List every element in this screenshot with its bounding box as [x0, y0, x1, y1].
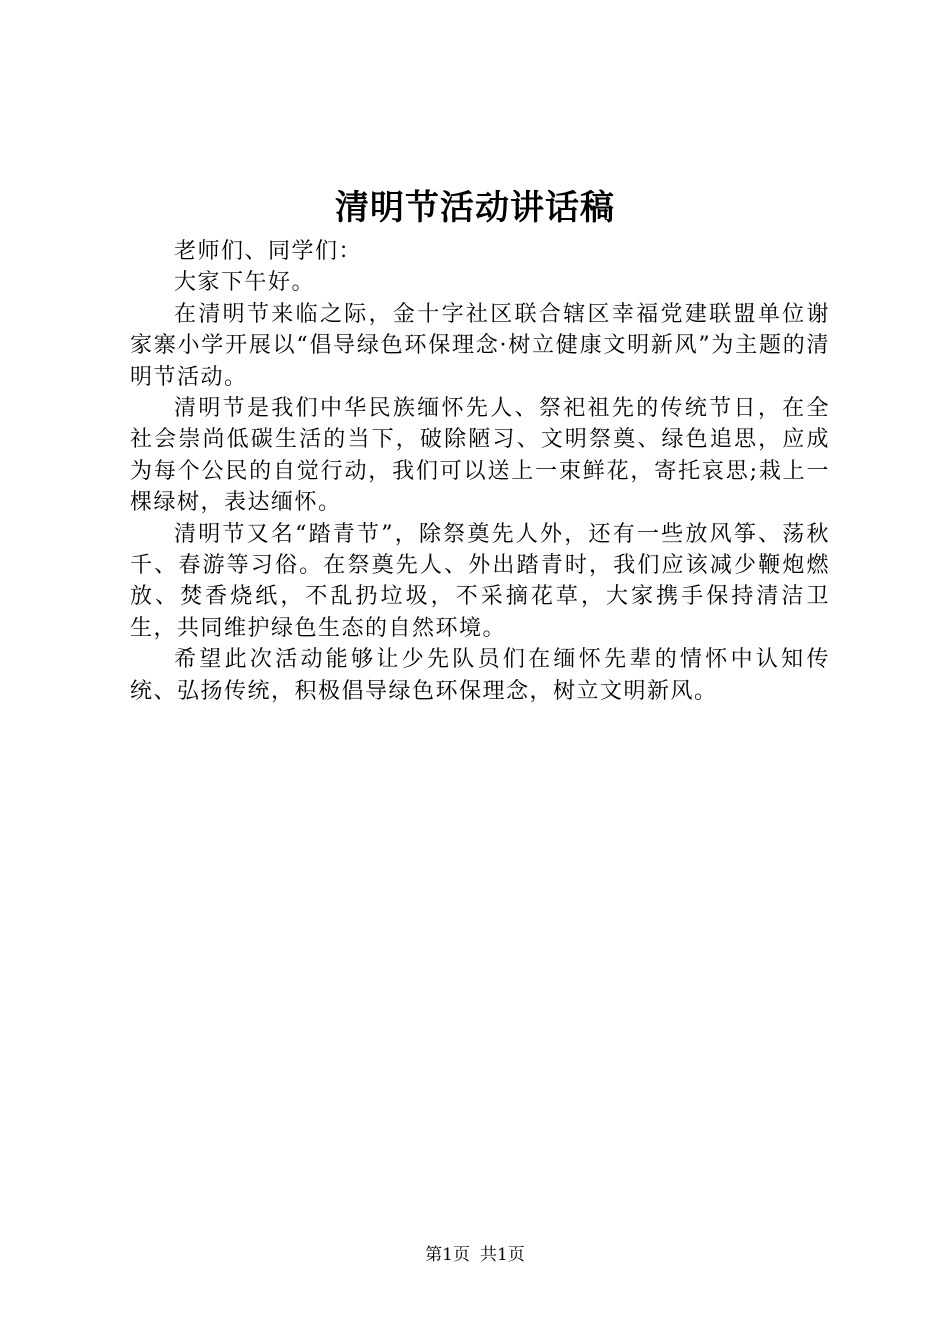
paragraph-customs: 清明节又名“踏青节”，除祭奠先人外，还有一些放风筝、荡秋千、春游等习俗。在祭奠先人、外出踏青时，我们应该减少鞭炮燃放、焚香烧纸，不乱扔垃圾，不采摘花草，大家携手保持清洁卫生，共同维护绿色生态的自然环境。: [130, 521, 830, 641]
paragraph-salutation: 大家下午好。: [174, 270, 316, 296]
paragraph-greeting: 老师们、同学们：: [174, 239, 363, 264]
page-number-total: 共1页: [480, 1245, 525, 1265]
paragraph-meaning: 清明节是我们中华民族缅怀先人、祭祀祖先的传统节日，在全社会崇尚低碳生活的当下，破除陋习、文明祭奠、绿色追思，应成为每个公民的自觉行动，我们可以送上一束鲜花，寄托哀思;栽上一棵绿树，表达缅怀。: [130, 396, 830, 516]
page-number-current: 第1页: [425, 1245, 470, 1265]
page-footer: [0, 1244, 950, 1266]
paragraph-closing: 希望此次活动能够让少先队员们在缅怀先辈的情怀中认知传统、弘扬传统，积极倡导绿色环保理念，树立文明新风。: [130, 647, 830, 704]
document-body: [130, 236, 830, 707]
document-title: 清明节活动讲话稿: [335, 188, 615, 228]
paragraph-intro: 在清明节来临之际，金十字社区联合辖区幸福党建联盟单位谢家寨小学开展以“倡导绿色环保理念·树立健康文明新风”为主题的清明节活动。: [130, 301, 830, 390]
